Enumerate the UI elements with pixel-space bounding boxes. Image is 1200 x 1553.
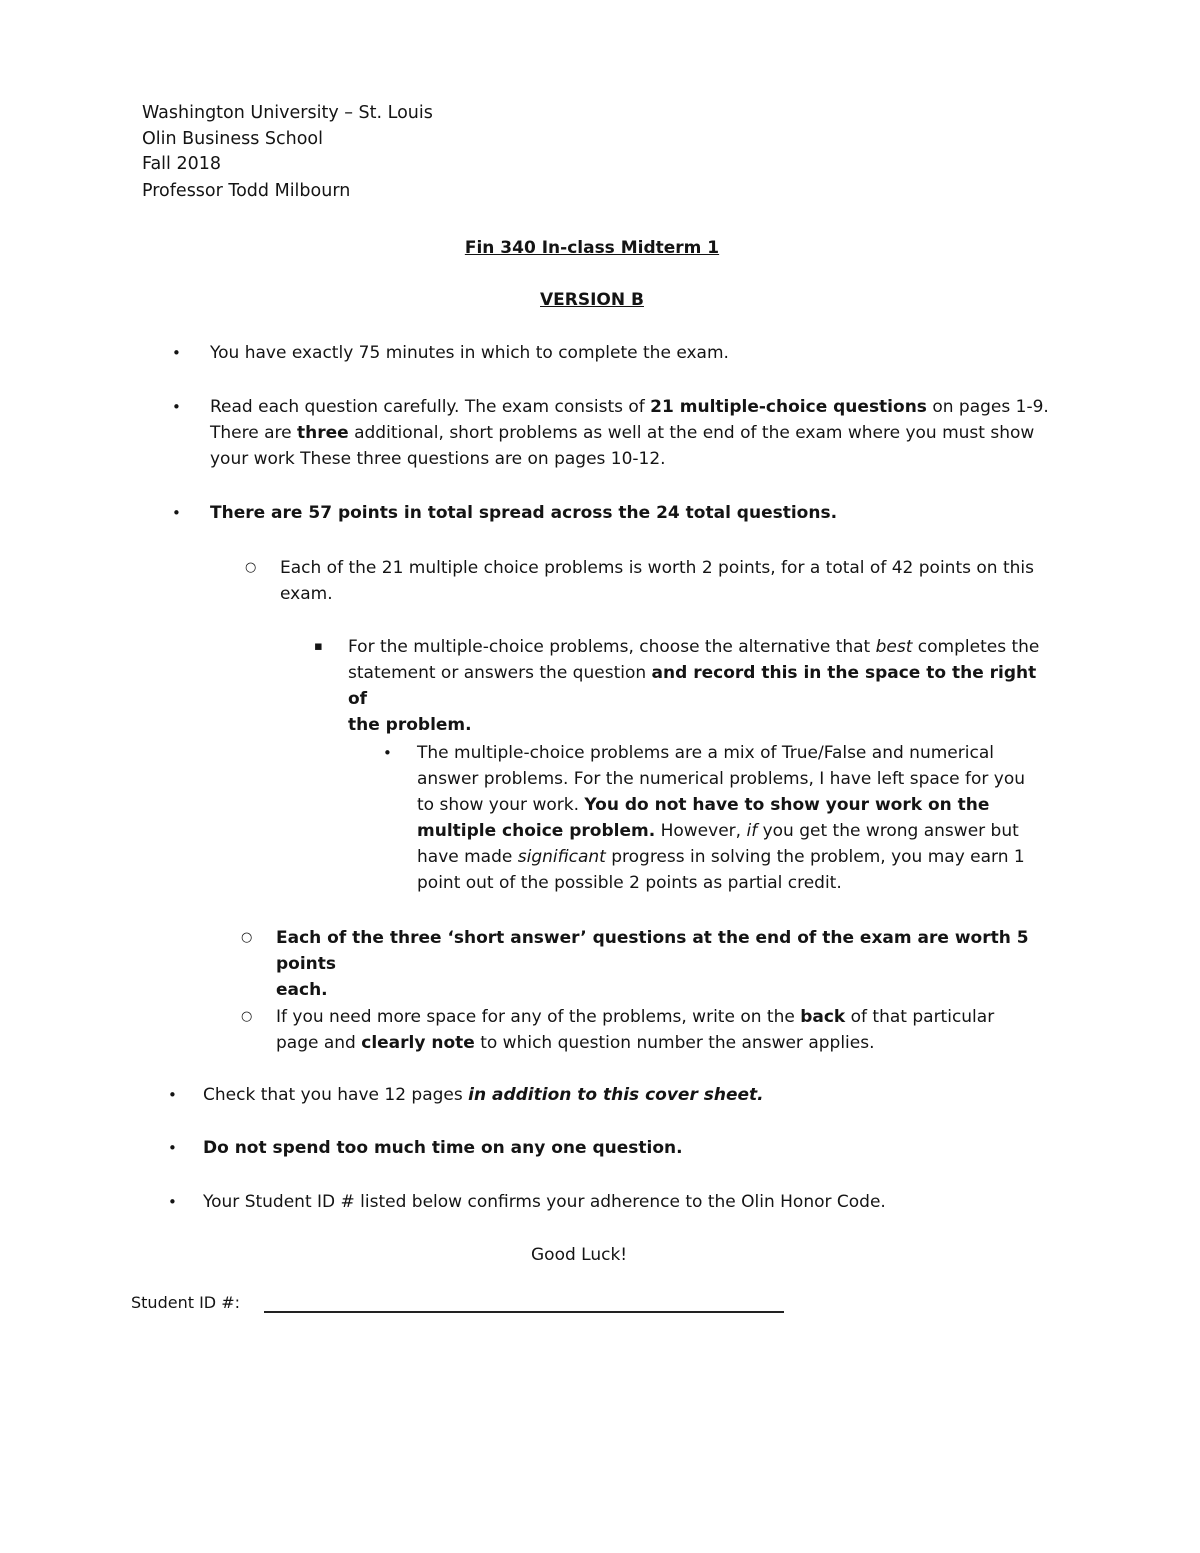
circle-bullet-icon: ○	[245, 560, 257, 575]
line	[417, 818, 1057, 844]
term: Fall 2018	[142, 154, 222, 174]
instruction-total-points: There are 57 points in total spread across the 24 total questions.	[210, 503, 838, 523]
square-bullet-icon: ▪	[314, 639, 323, 654]
emphasis-text: significant	[517, 847, 606, 867]
text: progress in solving the problem, you may earn 1	[605, 847, 1025, 867]
line: each.	[276, 980, 328, 1000]
text: your work These three questions are on pages 10-12.	[210, 449, 666, 469]
instruction-mc-points	[280, 555, 1060, 607]
text: of that particular	[845, 1007, 995, 1027]
instruction-short-answer-points	[276, 925, 1056, 1003]
emphasis-text: if	[746, 821, 758, 841]
text: page and	[276, 1033, 362, 1053]
line	[210, 420, 1050, 446]
instruction-read-carefully	[210, 394, 1050, 472]
line: Each of the 21 multiple choice problems is worth 2 points, for a total of 42 points on this	[280, 558, 1034, 578]
bullet-icon: •	[168, 1139, 177, 1157]
closing-message: Good Luck!	[531, 1245, 628, 1265]
circle-bullet-icon: ○	[241, 930, 253, 945]
text: on pages 1-9.	[926, 397, 1049, 417]
line: point out of the possible 2 points as partial credit.	[417, 873, 842, 893]
line: answer problems. For the numerical problems, I have left space for you	[417, 769, 1026, 789]
line	[276, 1030, 1056, 1056]
line	[348, 634, 1048, 660]
line: exam.	[280, 584, 333, 604]
bullet-icon: •	[172, 504, 181, 522]
line	[417, 844, 1057, 870]
text: For the multiple-choice problems, choose the alternative that	[348, 637, 876, 657]
emphasis-text: multiple choice problem.	[417, 821, 656, 841]
emphasis-text: three	[297, 423, 349, 443]
bullet-icon: •	[172, 344, 181, 362]
instruction-honor-code: Your Student ID # listed below confirms your adherence to the Olin Honor Code.	[203, 1192, 886, 1212]
circle-bullet-icon: ○	[241, 1009, 253, 1024]
text: additional, short problems as well at the end of the exam where you must show	[348, 423, 1035, 443]
text: to which question number the answer applies.	[474, 1033, 875, 1053]
text: you get the wrong answer but	[757, 821, 1019, 841]
school-name: Olin Business School	[142, 129, 323, 149]
professor-name: Professor Todd Milbourn	[142, 181, 351, 201]
student-id-field[interactable]	[264, 1311, 784, 1313]
emphasis-text: 21 multiple-choice questions	[650, 397, 927, 417]
emphasis-text: clearly note	[361, 1033, 475, 1053]
text: have made	[417, 847, 518, 867]
university-name: Washington University – St. Louis	[142, 103, 433, 123]
exam-title: Fin 340 In-class Midterm 1	[464, 238, 720, 258]
instruction-time-limit: You have exactly 75 minutes in which to complete the exam.	[210, 343, 729, 363]
text: Check that you have 12 pages	[203, 1085, 469, 1105]
instruction-more-space	[276, 1004, 1056, 1056]
bullet-icon: •	[168, 1193, 177, 1211]
line	[276, 1004, 1056, 1030]
line	[210, 446, 1050, 472]
bullet-icon: •	[168, 1086, 177, 1104]
instruction-time-management: Do not spend too much time on any one question.	[203, 1138, 683, 1158]
text: statement or answers the question	[348, 663, 652, 683]
exam-version: VERSION B	[540, 290, 644, 310]
emphasis-text: and record this in the space to the right of	[348, 663, 1037, 709]
instruction-mc-choose	[348, 634, 1048, 738]
emphasis-text: best	[875, 637, 913, 657]
text: Read each question carefully. The exam consists of	[210, 397, 651, 417]
student-id-label: Student ID #:	[131, 1293, 240, 1312]
line	[348, 660, 1048, 712]
bullet-icon: •	[383, 744, 392, 762]
line: Each of the three ‘short answer’ questions at the end of the exam are worth 5 points	[276, 928, 1029, 974]
emphasis-text: back	[800, 1007, 846, 1027]
text: completes the	[912, 637, 1040, 657]
instruction-mc-details	[417, 740, 1057, 896]
bullet-icon: •	[172, 398, 181, 416]
text: However,	[655, 821, 747, 841]
text: If you need more space for any of the problems, write on the	[276, 1007, 801, 1027]
line	[210, 394, 1050, 420]
instruction-page-count	[203, 1082, 764, 1108]
text: There are	[210, 423, 297, 443]
emphasis-text: in addition to this cover sheet.	[468, 1085, 764, 1105]
line: The multiple-choice problems are a mix of True/False and numerical	[417, 743, 994, 763]
line	[417, 792, 1057, 818]
text: to show your work.	[417, 795, 585, 815]
line: the problem.	[348, 715, 472, 735]
emphasis-text: You do not have to show your work on the	[584, 795, 990, 815]
